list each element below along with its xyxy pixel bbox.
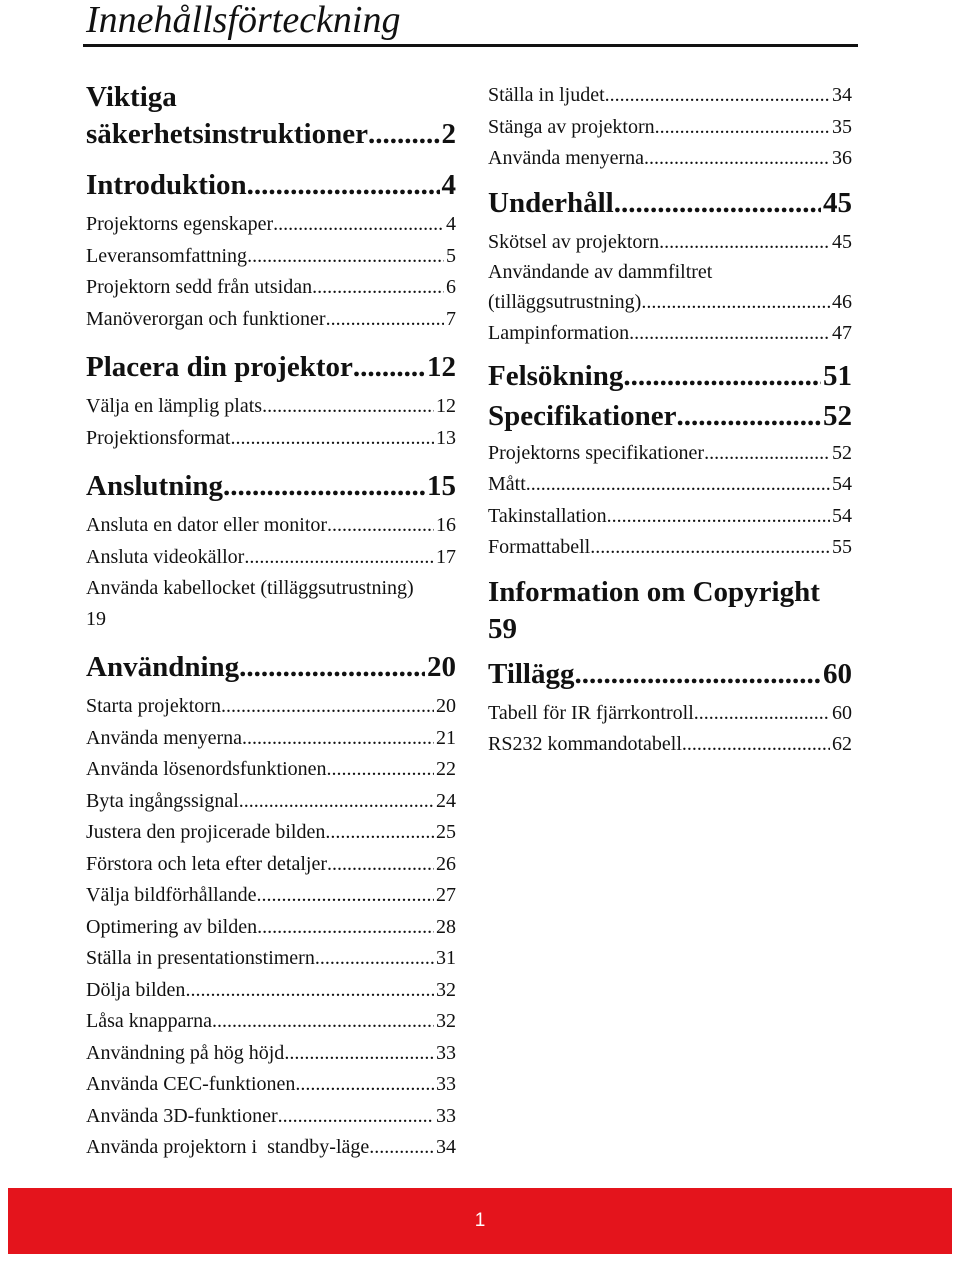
toc-entry-label: Låsa knapparna <box>86 1010 213 1032</box>
toc-page-number: 35 <box>832 115 852 138</box>
toc-entry[interactable] <box>488 143 852 175</box>
toc-entry[interactable] <box>86 304 456 336</box>
toc-page-number: 28 <box>436 915 456 938</box>
toc-page-number: 25 <box>436 821 456 843</box>
toc-leader <box>655 112 830 144</box>
toc-left-column <box>86 75 456 1164</box>
toc-leader <box>262 391 434 423</box>
toc-page-number: 20 <box>436 695 456 717</box>
toc-page-number: 62 <box>832 733 852 755</box>
toc-entry[interactable] <box>488 227 852 259</box>
toc-entry-label: Leveransomfattning <box>86 244 248 267</box>
toc-leader <box>526 469 830 501</box>
toc-leader <box>239 786 434 818</box>
toc-page-number: 59 <box>488 612 517 645</box>
toc-entry[interactable] <box>488 318 852 350</box>
toc-page-number: 52 <box>832 441 852 464</box>
toc-heading-label: Tillägg <box>488 657 575 690</box>
toc-entry[interactable] <box>86 1069 456 1101</box>
toc-page-number: 24 <box>436 789 456 812</box>
toc-entry-label: Takinstallation <box>488 504 607 527</box>
toc-entry-label: Använda 3D-funktioner <box>86 1104 278 1127</box>
toc-page-number: 32 <box>436 1010 456 1032</box>
toc-page-number: 4 <box>441 169 456 201</box>
toc-heading-troubleshooting[interactable] <box>488 358 852 394</box>
toc-entry[interactable] <box>488 501 852 533</box>
toc-heading-intro[interactable] <box>86 167 456 203</box>
toc-page-number: 2 <box>441 118 456 150</box>
toc-leader <box>605 80 830 112</box>
toc-leader <box>614 185 821 221</box>
toc-entry[interactable] <box>86 849 456 881</box>
toc-page-number: 33 <box>436 1073 456 1095</box>
page-number: 1 <box>474 1210 486 1231</box>
toc-entry[interactable] <box>86 272 456 304</box>
toc-entry-label: Tabell för IR fjärrkontroll <box>488 701 694 724</box>
toc-entry[interactable] <box>86 691 456 723</box>
toc-page-number: 45 <box>832 230 852 253</box>
toc-leader <box>704 438 830 470</box>
toc-heading-placement[interactable] <box>86 349 456 385</box>
toc-leader <box>368 116 440 153</box>
toc-entry[interactable] <box>86 1006 456 1038</box>
toc-entry[interactable] <box>86 423 456 455</box>
toc-leader <box>327 849 434 881</box>
toc-entry-label: Använda menyerna <box>488 147 645 169</box>
toc-leader <box>239 649 425 685</box>
toc-entry-label: Använda projektorn i standby-läge <box>86 1136 370 1158</box>
toc-entry[interactable] <box>86 510 456 542</box>
toc-leader <box>223 468 425 504</box>
toc-page-number: 47 <box>832 322 852 344</box>
toc-leader <box>325 817 434 849</box>
toc-leader <box>278 1101 434 1133</box>
toc-entry[interactable] <box>86 723 456 755</box>
toc-leader <box>247 241 444 273</box>
toc-leader <box>641 286 830 318</box>
toc-heading-safety[interactable] <box>86 79 456 153</box>
toc-entry[interactable] <box>86 209 456 241</box>
toc-entry-label: Manöverorgan och funktioner <box>86 307 326 330</box>
toc-entry-label: Ansluta videokällor <box>86 545 245 568</box>
toc-page-number: 51 <box>823 359 852 392</box>
toc-leader <box>326 304 444 336</box>
toc-page-number: 32 <box>436 978 456 1001</box>
toc-leader <box>244 542 434 574</box>
toc-page-number: 6 <box>446 276 456 298</box>
toc-entry[interactable] <box>488 469 852 501</box>
toc-leader <box>694 698 830 730</box>
toc-entry-label: Mått <box>488 473 526 495</box>
toc-leader <box>353 349 425 385</box>
toc-leader <box>257 912 434 944</box>
toc-entry-label: Projektorn sedd från utsidan <box>86 276 313 298</box>
toc-page-number: 12 <box>436 395 456 417</box>
toc-entry[interactable] <box>488 532 852 564</box>
toc-entry[interactable] <box>86 754 456 786</box>
toc-entry-label: (tilläggsutrustning) <box>488 291 642 313</box>
toc-entry-label: Använda menyerna <box>86 726 243 749</box>
toc-leader <box>659 227 830 259</box>
toc-page-number: 5 <box>446 244 456 267</box>
toc-page-number: 33 <box>436 1104 456 1127</box>
toc-page-number: 12 <box>427 351 456 383</box>
toc-leader <box>212 1006 434 1038</box>
toc-page-number: 13 <box>436 426 456 449</box>
toc-entry-label: Optimering av bilden <box>86 915 258 938</box>
toc-entry-label: Projektorns specifikationer <box>488 441 705 464</box>
toc-entry[interactable] <box>86 786 456 818</box>
toc-page-number: 16 <box>436 514 456 536</box>
toc-heading-label: Felsökning <box>488 359 624 392</box>
toc-entry[interactable] <box>86 1038 456 1070</box>
toc-leader <box>327 510 434 542</box>
toc-page-number: 60 <box>832 701 852 724</box>
toc-entry-label: Projektionsformat <box>86 426 231 449</box>
toc-entry-label: Använda CEC-funktionen <box>86 1073 296 1095</box>
toc-leader <box>644 143 830 175</box>
toc-entry-label: Starta projektorn <box>86 695 221 717</box>
toc-page-number: 7 <box>446 307 456 330</box>
toc-entry-label: Skötsel av projektorn <box>488 230 660 253</box>
toc-entry[interactable] <box>86 912 456 944</box>
toc-leader <box>295 1069 434 1101</box>
toc-entry[interactable] <box>86 542 456 574</box>
toc-heading-label: Underhåll <box>488 186 614 219</box>
toc-heading-maintenance[interactable] <box>488 185 852 221</box>
toc-entry-label: Dölja bilden <box>86 978 186 1001</box>
toc-page-number: 19 <box>86 608 106 630</box>
toc-leader <box>247 167 440 203</box>
title-divider <box>83 44 858 47</box>
toc-entry-label: Lampinformation <box>488 322 630 344</box>
toc-heading-label: Placera din projektor <box>86 351 353 383</box>
toc-entry-label: Stänga av projektorn <box>488 115 655 138</box>
toc-leader <box>327 754 434 786</box>
toc-page-number: 55 <box>832 536 852 558</box>
toc-leader <box>682 729 830 761</box>
toc-leader <box>185 975 434 1007</box>
toc-heading-label: Specifikationer <box>488 399 677 432</box>
toc-leader <box>623 358 821 394</box>
toc-leader <box>369 1132 434 1164</box>
toc-heading-label: Anslutning <box>86 470 224 502</box>
toc-entry[interactable] <box>488 698 852 730</box>
toc-page-number: 26 <box>436 852 456 875</box>
toc-heading-appendix[interactable] <box>488 656 852 692</box>
toc-page-number: 34 <box>832 84 852 106</box>
toc-page-number: 27 <box>436 884 456 906</box>
toc-leader <box>575 656 822 692</box>
footer-bar <box>8 1188 952 1254</box>
toc-leader <box>273 209 444 241</box>
toc-entry-label: Byta ingångssignal <box>86 789 239 812</box>
toc-heading-label: säkerhetsinstruktioner <box>86 118 368 150</box>
toc-leader <box>230 423 434 455</box>
toc-heading-label: Information om Copyright <box>488 575 820 608</box>
toc-page-number: 45 <box>823 186 852 219</box>
toc-leader <box>257 880 435 912</box>
toc-leader <box>590 532 830 564</box>
toc-heading-copyright[interactable] <box>488 574 852 648</box>
toc-page-number: 17 <box>436 545 456 568</box>
toc-entry[interactable] <box>488 438 852 470</box>
toc-leader <box>629 318 830 350</box>
toc-entry-label: Välja bildförhållande <box>86 884 257 906</box>
toc-entry[interactable] <box>86 391 456 423</box>
toc-leader <box>242 723 434 755</box>
toc-page-number: 20 <box>427 651 456 683</box>
toc-entry-label: RS232 kommandotabell <box>488 733 682 755</box>
toc-entry[interactable] <box>86 880 456 912</box>
toc-page-number: 60 <box>823 657 852 690</box>
toc-entry-label: Projektorns egenskaper <box>86 213 274 235</box>
toc-page-number: 15 <box>427 470 456 502</box>
toc-entry-label: Ansluta en dator eller monitor <box>86 514 328 536</box>
toc-entry-cable-cover[interactable] <box>86 573 456 635</box>
toc-page-number: 31 <box>436 947 456 969</box>
toc-entry[interactable] <box>86 817 456 849</box>
toc-heading-connection[interactable] <box>86 468 456 504</box>
toc-page-number: 34 <box>436 1136 456 1158</box>
toc-heading-label: Introduktion <box>86 169 247 201</box>
toc-heading-specifications[interactable] <box>488 398 852 434</box>
toc-leader <box>221 691 434 723</box>
toc-heading-label: Viktiga <box>86 81 177 113</box>
toc-page-number: 33 <box>436 1041 456 1064</box>
toc-page-number: 52 <box>823 399 852 432</box>
toc-page-number: 21 <box>436 726 456 749</box>
toc-leader <box>312 272 444 304</box>
toc-leader <box>607 501 830 533</box>
toc-page-number: 22 <box>436 758 456 780</box>
toc-right-column <box>488 80 852 761</box>
toc-page-number: 54 <box>832 504 852 527</box>
page-title: Innehållsförteckning <box>86 0 401 41</box>
toc-entry[interactable] <box>488 80 852 112</box>
toc-entry[interactable] <box>86 975 456 1007</box>
toc-entry-label: Ställa in presentationstimern <box>86 947 315 969</box>
toc-page-number: 46 <box>832 291 852 313</box>
toc-page-number: 36 <box>832 147 852 169</box>
toc-entry[interactable] <box>86 943 456 975</box>
toc-leader <box>315 943 434 975</box>
toc-entry-label: Formattabell <box>488 536 591 558</box>
toc-heading-label: Användning <box>86 651 240 683</box>
toc-entry-label: Välja en lämplig plats <box>86 395 263 417</box>
toc-entry[interactable] <box>86 1132 456 1164</box>
toc-entry-label: Justera den projicerade bilden <box>86 821 326 843</box>
toc-entry-label: Användning på hög höjd <box>86 1041 285 1064</box>
toc-entry[interactable] <box>488 729 852 761</box>
toc-leader <box>677 398 822 434</box>
toc-entry-label: Förstora och leta efter detaljer <box>86 852 327 875</box>
toc-entry[interactable] <box>86 241 456 273</box>
toc-leader <box>284 1038 434 1070</box>
toc-entry-dust-filter[interactable] <box>488 258 852 318</box>
toc-entry[interactable] <box>86 1101 456 1133</box>
toc-entry-label: Använda kabellocket (tilläggsutrustning) <box>86 577 414 599</box>
toc-page-number: 54 <box>832 473 852 495</box>
toc-entry-label: Ställa in ljudet <box>488 84 605 106</box>
toc-entry-label: Använda lösenordsfunktionen <box>86 758 327 780</box>
toc-page-number: 4 <box>446 213 456 235</box>
toc-entry-label: Användande av dammfiltret <box>488 261 713 283</box>
toc-entry[interactable] <box>488 112 852 144</box>
toc-heading-usage[interactable] <box>86 649 456 685</box>
